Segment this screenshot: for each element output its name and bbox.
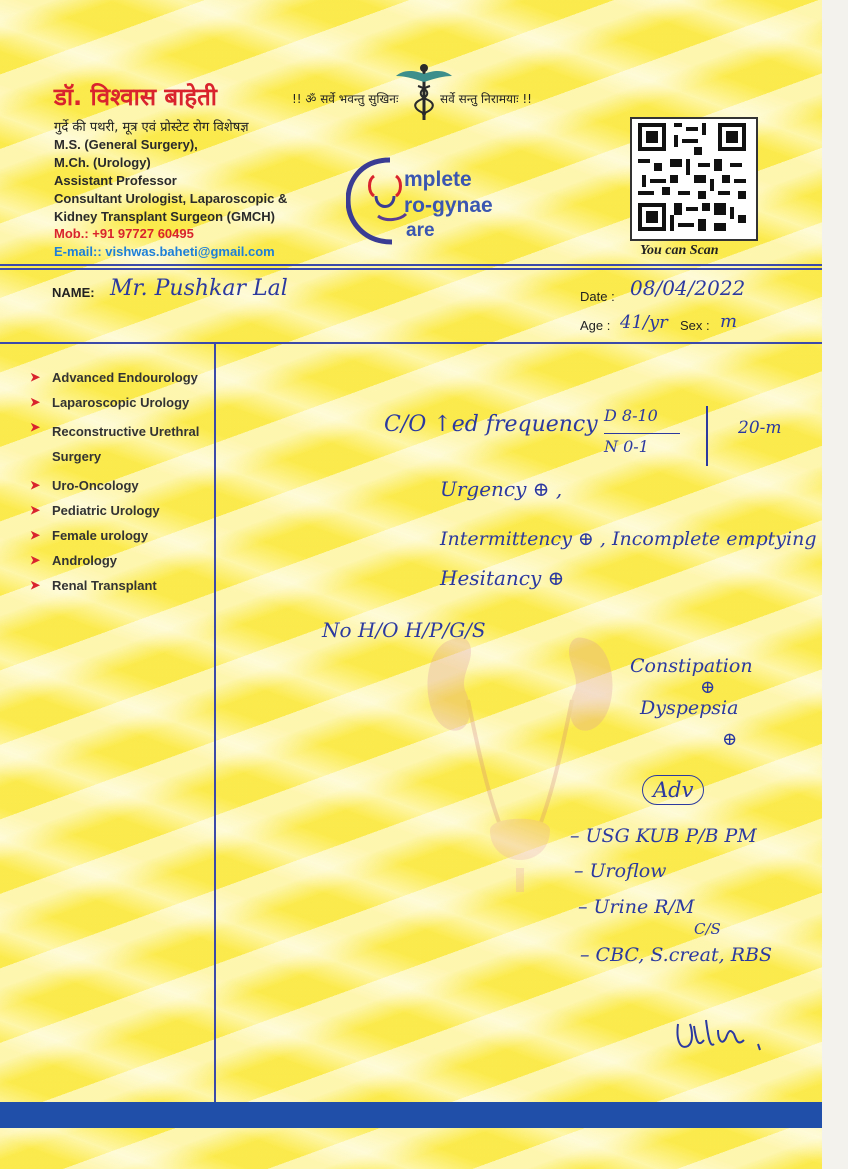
symptom-hesitancy: Hesitancy ⊕ (440, 566, 565, 590)
logo-text-uro-gynae: ro-gynae (404, 194, 493, 217)
credential-line: Kidney Transplant Surgeon (GMCH) (54, 209, 276, 224)
sidebar-divider (214, 344, 216, 1104)
header-rule-top (0, 264, 822, 266)
complete-uro-gynae-care-logo (346, 156, 516, 251)
service-label: Female urology (52, 528, 149, 543)
order-urine: – Urine R/M (578, 896, 695, 918)
sex-label: Sex : (680, 318, 710, 333)
logo-text-care: are (406, 220, 435, 241)
constipation-positive: ⊕ (700, 677, 716, 698)
bracket (700, 406, 708, 466)
arrow-icon: ➤ (30, 478, 41, 492)
logo-text-complete: mplete (404, 168, 472, 191)
order-uroflow: – Uroflow (574, 860, 667, 882)
dyspepsia: Dyspepsia (640, 697, 739, 719)
mantra-left: !! ॐ सर्वे भवन्तु सुखिनः (292, 92, 399, 106)
advice-heading: Adv (642, 775, 704, 805)
service-item (30, 419, 210, 469)
dyspepsia-positive: ⊕ (722, 729, 738, 750)
urinary-tract-watermark-icon (420, 620, 650, 900)
credential-line: Consultant Urologist, Laparoscopic & (54, 191, 288, 206)
credential-line: Assistant Professor (54, 173, 177, 188)
services-list (30, 369, 210, 602)
patient-rule (0, 342, 822, 344)
symptom-urgency: Urgency ⊕ , (440, 477, 563, 501)
date-value[interactable]: 08/04/2022 (630, 276, 746, 300)
symptom-intermittency: Intermittency ⊕ , Incomplete emptying (440, 528, 817, 550)
specialty-hindi: गुर्दे की पथरी, मूत्र एवं प्रोस्टेट रोग विशेषज्ञ (54, 120, 249, 135)
service-label: Reconstructive Urethral Surgery (52, 424, 200, 464)
name-label: NAME: (52, 285, 95, 300)
service-item (30, 502, 210, 519)
doctor-name: डॉ. विश्वास बाहेती (54, 83, 217, 111)
age-value[interactable]: 41/yr (620, 312, 668, 333)
complaint-line: C/O ↑ed frequency (384, 412, 598, 437)
service-item (30, 552, 210, 569)
service-item (30, 577, 210, 594)
date-label: Date : (580, 289, 615, 304)
age-label: Age : (580, 318, 611, 333)
order-blood: – CBC, S.creat, RBS (580, 944, 773, 966)
caduceus-icon (394, 62, 454, 124)
service-label: Andrology (52, 553, 117, 568)
order-urine-cs: C/S (694, 920, 721, 938)
constipation: Constipation (630, 655, 753, 677)
credential-line: M.Ch. (Urology) (54, 155, 151, 170)
arrow-icon: ➤ (30, 395, 41, 409)
mobile-number: Mob.: +91 97727 60495 (54, 226, 194, 241)
doctor-signature (674, 1010, 774, 1060)
arrow-icon: ➤ (30, 578, 41, 592)
credential-line: M.S. (General Surgery), (54, 137, 198, 152)
service-label: Pediatric Urology (52, 503, 160, 518)
service-item (30, 394, 210, 411)
arrow-icon: ➤ (30, 503, 41, 517)
history-line: No H/O H/P/G/S (322, 618, 486, 642)
sex-value[interactable]: m (720, 311, 738, 332)
service-label: Renal Transplant (52, 578, 157, 593)
arrow-icon: ➤ (30, 420, 41, 434)
qr-caption: You can Scan (640, 243, 719, 258)
service-label: Uro-Oncology (52, 478, 139, 493)
duration: 20-m (738, 418, 782, 438)
qr-code-icon (632, 119, 752, 235)
qr-code[interactable] (630, 117, 758, 241)
email-address: E-mail:: vishwas.baheti@gmail.com (54, 244, 275, 259)
service-item (30, 369, 210, 386)
fraction-line (604, 433, 680, 434)
service-label: Laparoscopic Urology (52, 395, 190, 410)
page-margin (822, 0, 848, 1169)
service-item (30, 477, 210, 494)
arrow-icon: ➤ (30, 370, 41, 384)
header-rule-bottom (0, 268, 822, 270)
footer-bar (0, 1102, 822, 1128)
arrow-icon: ➤ (30, 528, 41, 542)
frequency-day: D 8-10 (604, 406, 658, 425)
service-item (30, 527, 210, 544)
service-label: Advanced Endourology (52, 370, 198, 385)
frequency-night: N 0-1 (604, 437, 649, 456)
mantra-right: सर्वे सन्तु निरामयाः !! (440, 92, 532, 106)
arrow-icon: ➤ (30, 553, 41, 567)
patient-name-value[interactable]: Mr. Pushkar Lal (110, 276, 288, 301)
order-usg: – USG KUB P/B PM (570, 825, 757, 847)
